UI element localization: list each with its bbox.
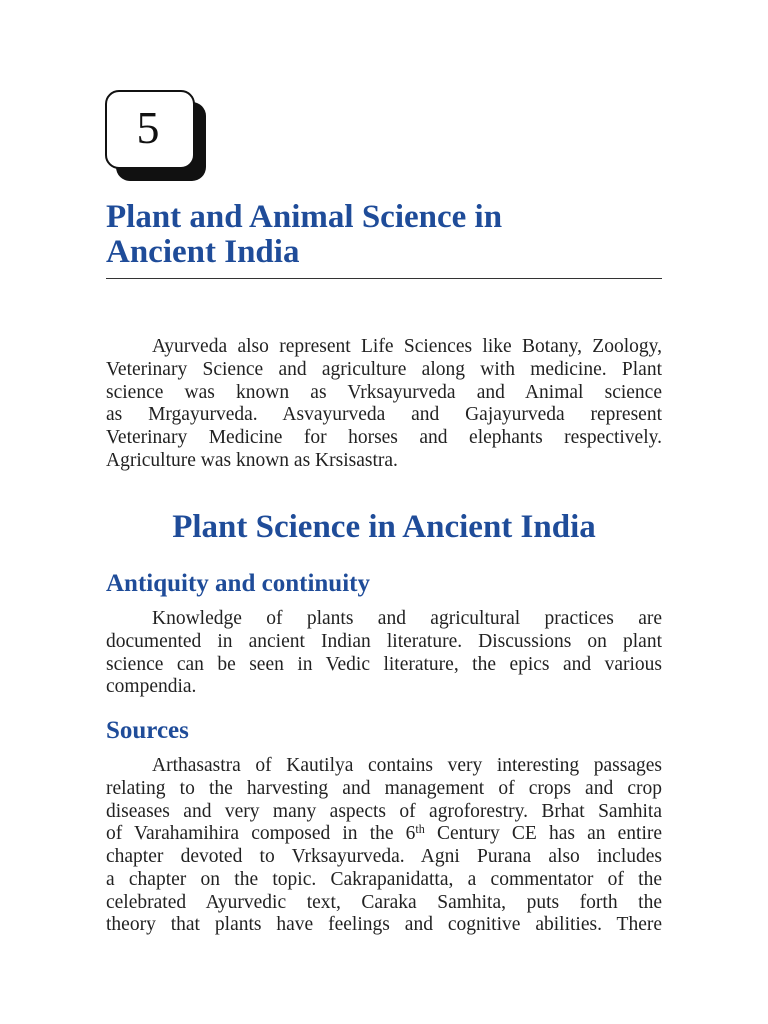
paragraph-line — [106, 823, 662, 846]
section-heading: Plant Science in Ancient India — [172, 509, 596, 545]
paragraph-line: Veterinary Science and agriculture along with medicine. Plant — [106, 358, 662, 380]
intro-paragraph — [106, 336, 662, 473]
subheading-antiquity: Antiquity and continuity — [106, 570, 370, 597]
ordinal-superscript: th — [415, 821, 425, 836]
paragraph-line: compendia. — [106, 676, 197, 698]
line-text-before-superscript: of Varahamihira composed in the 6 — [106, 823, 416, 845]
paragraph-line: a chapter on the topic. Cakrapanidatta, a commentator of the — [106, 868, 662, 890]
paragraph-line: Ayurveda also represent Life Sciences like Botany, Zoology, — [152, 336, 662, 357]
paragraph-line: relating to the harvesting and management of crops and crop — [106, 777, 662, 799]
paragraph-line: science can be seen in Vedic literature, the epics and various — [106, 653, 662, 675]
paragraph-line: documented in ancient Indian literature. Discussions on plant — [106, 630, 662, 652]
paragraph-line: Knowledge of plants and agricultural practices are — [152, 608, 662, 629]
subheading-sources: Sources — [106, 717, 189, 744]
sources-paragraph — [106, 755, 662, 937]
paragraph-line: Agriculture was known as Krsisastra. — [106, 449, 398, 471]
paragraph-line: theory that plants have feelings and cognitive abilities. There — [106, 914, 662, 936]
chapter-title-line: Ancient India — [106, 234, 300, 270]
paragraph-line: celebrated Ayurvedic text, Caraka Samhita, puts forth the — [106, 891, 662, 913]
paragraph-line: as Mrgayurveda. Asvayurveda and Gajayurveda represent — [106, 404, 662, 426]
paragraph-line: diseases and very many aspects of agroforestry. Brhat Samhita — [106, 800, 662, 822]
chapter-title — [106, 200, 502, 270]
title-divider — [106, 278, 662, 279]
paragraph-line: chapter devoted to Vrksayurveda. Agni Purana also includes — [106, 846, 662, 867]
paragraph-line: Veterinary Medicine for horses and elephants respectively. — [106, 427, 662, 449]
line-text-after-superscript: Century CE has an entire — [424, 823, 663, 845]
paragraph-line: science was known as Vrksayurveda and Animal science — [106, 381, 662, 403]
chapter-number: 5 — [136, 101, 160, 153]
chapter-title-line: Plant and Animal Science in — [106, 199, 503, 235]
antiquity-paragraph — [106, 608, 662, 699]
chapter-number-box — [105, 90, 195, 169]
paragraph-line: Arthasastra of Kautilya contains very interesting passages — [152, 755, 662, 776]
